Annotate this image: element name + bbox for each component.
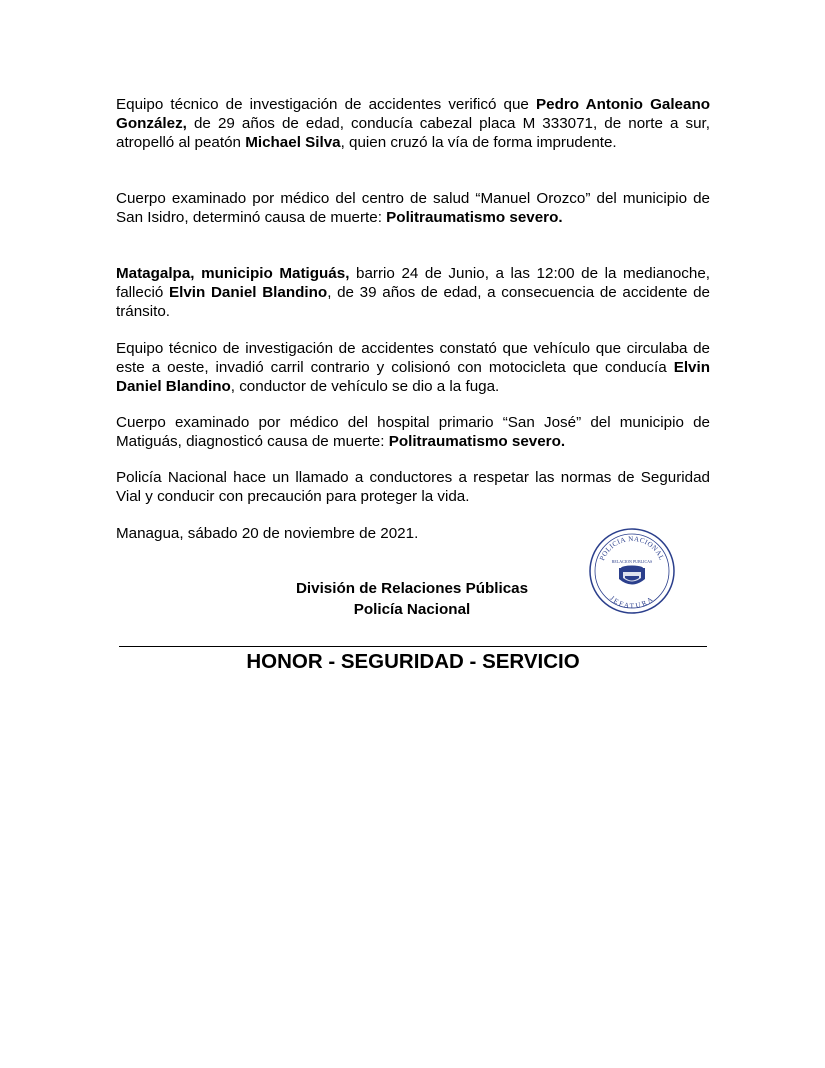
paragraph-accident-2-cause [116,413,710,451]
paragraph-accident-1-cause [116,189,710,227]
paragraph-accident-2-intro [116,264,710,321]
signature-institution: Policía Nacional [353,601,471,618]
text-run: barrio 24 de Junio, a las 12:00 de la medianoche, falleció [116,265,710,301]
bold-text-run: Politraumatismo severo. [388,433,566,450]
signature-division: División de Relaciones Públicas [295,580,529,597]
svg-text:JEFATURA [608,594,656,610]
seal-sub-text: RELACION PUBLICAS [611,559,653,564]
footer-rule [119,646,707,647]
text-run: Policía Nacional hace un llamado a conductores a respetar las normas de Seguridad Vial y conducir con precaución para proteger la vida. [116,469,710,505]
paragraph-accident-2-investigation [116,339,710,396]
bold-text-run: Elvin Daniel Blandino [116,359,710,395]
paragraph-accident-1-investigation [116,95,710,152]
text-run: , quien cruzó la vía de forma imprudente. [340,134,617,151]
date-line: Managua, sábado 20 de noviembre de 2021. [116,525,419,542]
text-run: Cuerpo examinado por médico del centro de salud “Manuel Orozco” del municipio de San Isidro, determinó causa de muerte: [116,190,710,226]
bold-text-run: Michael Silva [245,134,341,151]
svg-text:POLICIA NACIONAL [598,535,666,562]
police-seal-icon [584,526,680,616]
text-run: , conductor de vehículo se dio a la fuga. [230,378,500,395]
paragraph-police-appeal [116,468,710,506]
bold-text-run: Politraumatismo severo. [386,209,563,226]
text-run: Equipo técnico de investigación de accidentes constató que vehículo que circulaba de este a oeste, invadió carril contrario y colisionó con motocicleta que conducía [116,340,710,376]
motto: HONOR - SEGURIDAD - SERVICIO [246,650,580,673]
text-run: de 29 años de edad, conducía cabezal placa M 333071, de norte a sur, atropelló al peatón [116,115,710,151]
text-run: , de 39 años de edad, a consecuencia de accidente de tránsito. [116,284,711,320]
seal-top-text: POLICIA NACIONAL [598,534,666,562]
bold-text-run: Matagalpa, municipio Matiguás, [116,265,350,282]
bold-text-run: Elvin Daniel Blandino [168,284,328,301]
text-run: Equipo técnico de investigación de accidentes verificó que [116,96,536,113]
bold-text-run: Pedro Antonio Galeano González, [116,96,710,132]
seal-bottom-text: JEFATURA [608,594,656,611]
text-run: Cuerpo examinado por médico del hospital primario “San José” del municipio de Matiguás, diagnosticó causa de muerte: [116,414,710,450]
